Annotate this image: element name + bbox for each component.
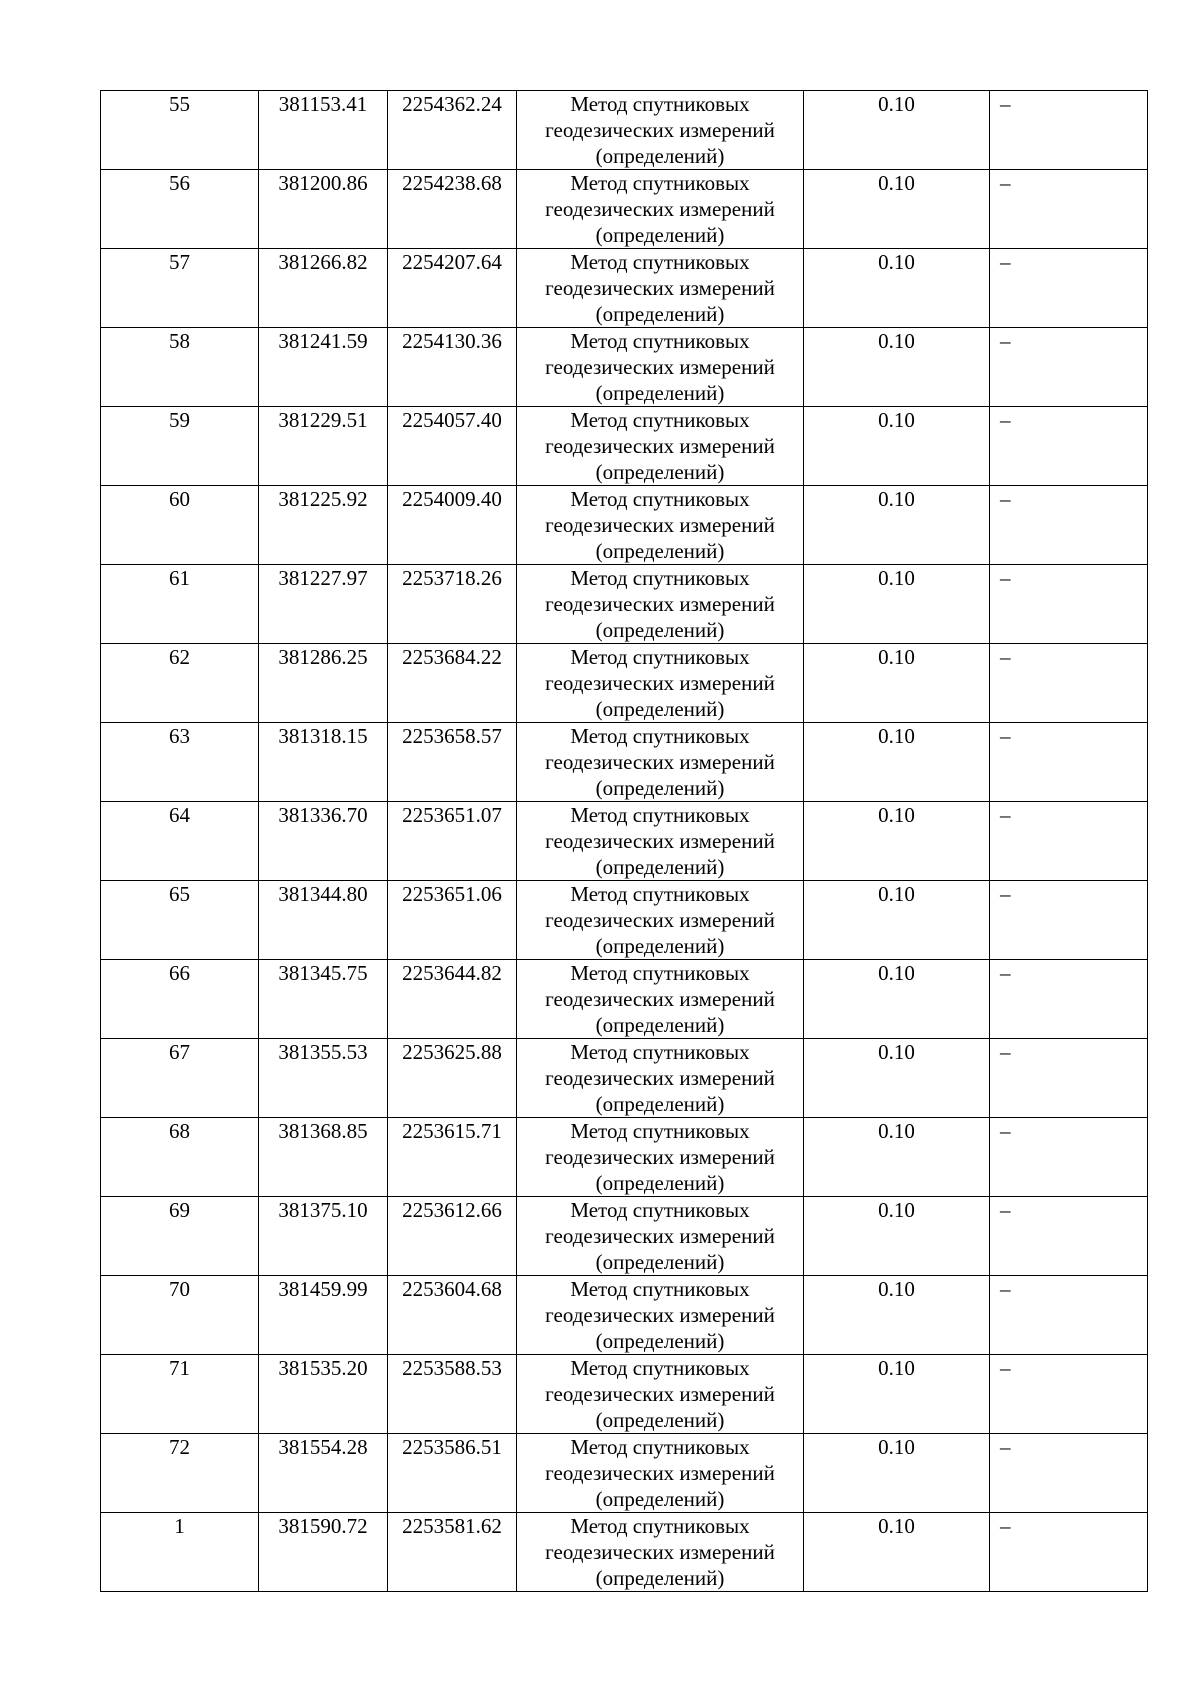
description-cell: –	[990, 565, 1148, 644]
description-cell: –	[990, 802, 1148, 881]
y-coordinate-cell: 2253625.88	[388, 1039, 517, 1118]
y-coordinate-cell: 2253604.68	[388, 1276, 517, 1355]
description-cell: –	[990, 1197, 1148, 1276]
x-coordinate-cell: 381368.85	[259, 1118, 388, 1197]
table-row	[101, 1118, 1148, 1197]
accuracy-cell: 0.10	[804, 1118, 990, 1197]
point-number-cell: 70	[101, 1276, 259, 1355]
method-cell: Метод спутниковых геодезических измерений (определений)	[517, 1039, 804, 1118]
table-row	[101, 91, 1148, 170]
method-cell: Метод спутниковых геодезических измерений (определений)	[517, 1513, 804, 1592]
description-cell: –	[990, 1276, 1148, 1355]
x-coordinate-cell: 381344.80	[259, 881, 388, 960]
method-cell: Метод спутниковых геодезических измерений (определений)	[517, 723, 804, 802]
point-number-cell: 1	[101, 1513, 259, 1592]
x-coordinate-cell: 381375.10	[259, 1197, 388, 1276]
description-cell: –	[990, 407, 1148, 486]
accuracy-cell: 0.10	[804, 486, 990, 565]
point-number-cell: 72	[101, 1434, 259, 1513]
x-coordinate-cell: 381355.53	[259, 1039, 388, 1118]
description-cell: –	[990, 91, 1148, 170]
x-coordinate-cell: 381227.97	[259, 565, 388, 644]
point-number-cell: 71	[101, 1355, 259, 1434]
method-cell: Метод спутниковых геодезических измерений (определений)	[517, 328, 804, 407]
point-number-cell: 66	[101, 960, 259, 1039]
table-body	[101, 91, 1148, 1592]
table-row	[101, 486, 1148, 565]
accuracy-cell: 0.10	[804, 723, 990, 802]
description-cell: –	[990, 1355, 1148, 1434]
description-cell: –	[990, 249, 1148, 328]
method-cell: Метод спутниковых геодезических измерений (определений)	[517, 960, 804, 1039]
method-cell: Метод спутниковых геодезических измерений (определений)	[517, 1118, 804, 1197]
description-cell: –	[990, 328, 1148, 407]
method-cell: Метод спутниковых геодезических измерений (определений)	[517, 644, 804, 723]
y-coordinate-cell: 2253658.57	[388, 723, 517, 802]
point-number-cell: 60	[101, 486, 259, 565]
point-number-cell: 55	[101, 91, 259, 170]
accuracy-cell: 0.10	[804, 1039, 990, 1118]
description-cell: –	[990, 1118, 1148, 1197]
x-coordinate-cell: 381153.41	[259, 91, 388, 170]
description-cell: –	[990, 960, 1148, 1039]
x-coordinate-cell: 381535.20	[259, 1355, 388, 1434]
accuracy-cell: 0.10	[804, 1434, 990, 1513]
x-coordinate-cell: 381318.15	[259, 723, 388, 802]
y-coordinate-cell: 2253718.26	[388, 565, 517, 644]
x-coordinate-cell: 381554.28	[259, 1434, 388, 1513]
x-coordinate-cell: 381225.92	[259, 486, 388, 565]
x-coordinate-cell: 381345.75	[259, 960, 388, 1039]
y-coordinate-cell: 2253581.62	[388, 1513, 517, 1592]
table-row	[101, 565, 1148, 644]
y-coordinate-cell: 2253644.82	[388, 960, 517, 1039]
point-number-cell: 63	[101, 723, 259, 802]
table-row	[101, 1513, 1148, 1592]
table-row	[101, 723, 1148, 802]
point-number-cell: 64	[101, 802, 259, 881]
table-row	[101, 170, 1148, 249]
description-cell: –	[990, 486, 1148, 565]
x-coordinate-cell: 381590.72	[259, 1513, 388, 1592]
table-row	[101, 644, 1148, 723]
y-coordinate-cell: 2253586.51	[388, 1434, 517, 1513]
x-coordinate-cell: 381286.25	[259, 644, 388, 723]
table-row	[101, 1197, 1148, 1276]
coordinates-table	[100, 90, 1148, 1592]
method-cell: Метод спутниковых геодезических измерений (определений)	[517, 486, 804, 565]
x-coordinate-cell: 381200.86	[259, 170, 388, 249]
y-coordinate-cell: 2253615.71	[388, 1118, 517, 1197]
y-coordinate-cell: 2253612.66	[388, 1197, 517, 1276]
method-cell: Метод спутниковых геодезических измерений (определений)	[517, 407, 804, 486]
method-cell: Метод спутниковых геодезических измерений (определений)	[517, 1434, 804, 1513]
accuracy-cell: 0.10	[804, 1197, 990, 1276]
x-coordinate-cell: 381459.99	[259, 1276, 388, 1355]
y-coordinate-cell: 2254057.40	[388, 407, 517, 486]
method-cell: Метод спутниковых геодезических измерений (определений)	[517, 249, 804, 328]
y-coordinate-cell: 2254207.64	[388, 249, 517, 328]
description-cell: –	[990, 170, 1148, 249]
method-cell: Метод спутниковых геодезических измерений (определений)	[517, 170, 804, 249]
method-cell: Метод спутниковых геодезических измерений (определений)	[517, 1276, 804, 1355]
method-cell: Метод спутниковых геодезических измерений (определений)	[517, 1355, 804, 1434]
y-coordinate-cell: 2254130.36	[388, 328, 517, 407]
y-coordinate-cell: 2254362.24	[388, 91, 517, 170]
accuracy-cell: 0.10	[804, 565, 990, 644]
table-row	[101, 881, 1148, 960]
x-coordinate-cell: 381229.51	[259, 407, 388, 486]
point-number-cell: 69	[101, 1197, 259, 1276]
table-row	[101, 1434, 1148, 1513]
accuracy-cell: 0.10	[804, 328, 990, 407]
point-number-cell: 59	[101, 407, 259, 486]
accuracy-cell: 0.10	[804, 249, 990, 328]
accuracy-cell: 0.10	[804, 881, 990, 960]
point-number-cell: 67	[101, 1039, 259, 1118]
table-row	[101, 1039, 1148, 1118]
accuracy-cell: 0.10	[804, 644, 990, 723]
accuracy-cell: 0.10	[804, 1513, 990, 1592]
method-cell: Метод спутниковых геодезических измерений (определений)	[517, 91, 804, 170]
point-number-cell: 58	[101, 328, 259, 407]
point-number-cell: 68	[101, 1118, 259, 1197]
description-cell: –	[990, 1434, 1148, 1513]
y-coordinate-cell: 2254009.40	[388, 486, 517, 565]
table-row	[101, 960, 1148, 1039]
point-number-cell: 62	[101, 644, 259, 723]
accuracy-cell: 0.10	[804, 802, 990, 881]
accuracy-cell: 0.10	[804, 1355, 990, 1434]
table-row	[101, 328, 1148, 407]
description-cell: –	[990, 881, 1148, 960]
description-cell: –	[990, 1513, 1148, 1592]
table-row	[101, 407, 1148, 486]
x-coordinate-cell: 381336.70	[259, 802, 388, 881]
x-coordinate-cell: 381241.59	[259, 328, 388, 407]
y-coordinate-cell: 2254238.68	[388, 170, 517, 249]
method-cell: Метод спутниковых геодезических измерений (определений)	[517, 1197, 804, 1276]
accuracy-cell: 0.10	[804, 407, 990, 486]
y-coordinate-cell: 2253588.53	[388, 1355, 517, 1434]
y-coordinate-cell: 2253651.07	[388, 802, 517, 881]
accuracy-cell: 0.10	[804, 91, 990, 170]
accuracy-cell: 0.10	[804, 170, 990, 249]
table-row	[101, 802, 1148, 881]
accuracy-cell: 0.10	[804, 960, 990, 1039]
point-number-cell: 65	[101, 881, 259, 960]
accuracy-cell: 0.10	[804, 1276, 990, 1355]
y-coordinate-cell: 2253651.06	[388, 881, 517, 960]
method-cell: Метод спутниковых геодезических измерений (определений)	[517, 802, 804, 881]
description-cell: –	[990, 723, 1148, 802]
point-number-cell: 56	[101, 170, 259, 249]
point-number-cell: 57	[101, 249, 259, 328]
description-cell: –	[990, 1039, 1148, 1118]
method-cell: Метод спутниковых геодезических измерений (определений)	[517, 881, 804, 960]
method-cell: Метод спутниковых геодезических измерений (определений)	[517, 565, 804, 644]
description-cell: –	[990, 644, 1148, 723]
table-row	[101, 1355, 1148, 1434]
x-coordinate-cell: 381266.82	[259, 249, 388, 328]
point-number-cell: 61	[101, 565, 259, 644]
y-coordinate-cell: 2253684.22	[388, 644, 517, 723]
table-row	[101, 1276, 1148, 1355]
table-row	[101, 249, 1148, 328]
